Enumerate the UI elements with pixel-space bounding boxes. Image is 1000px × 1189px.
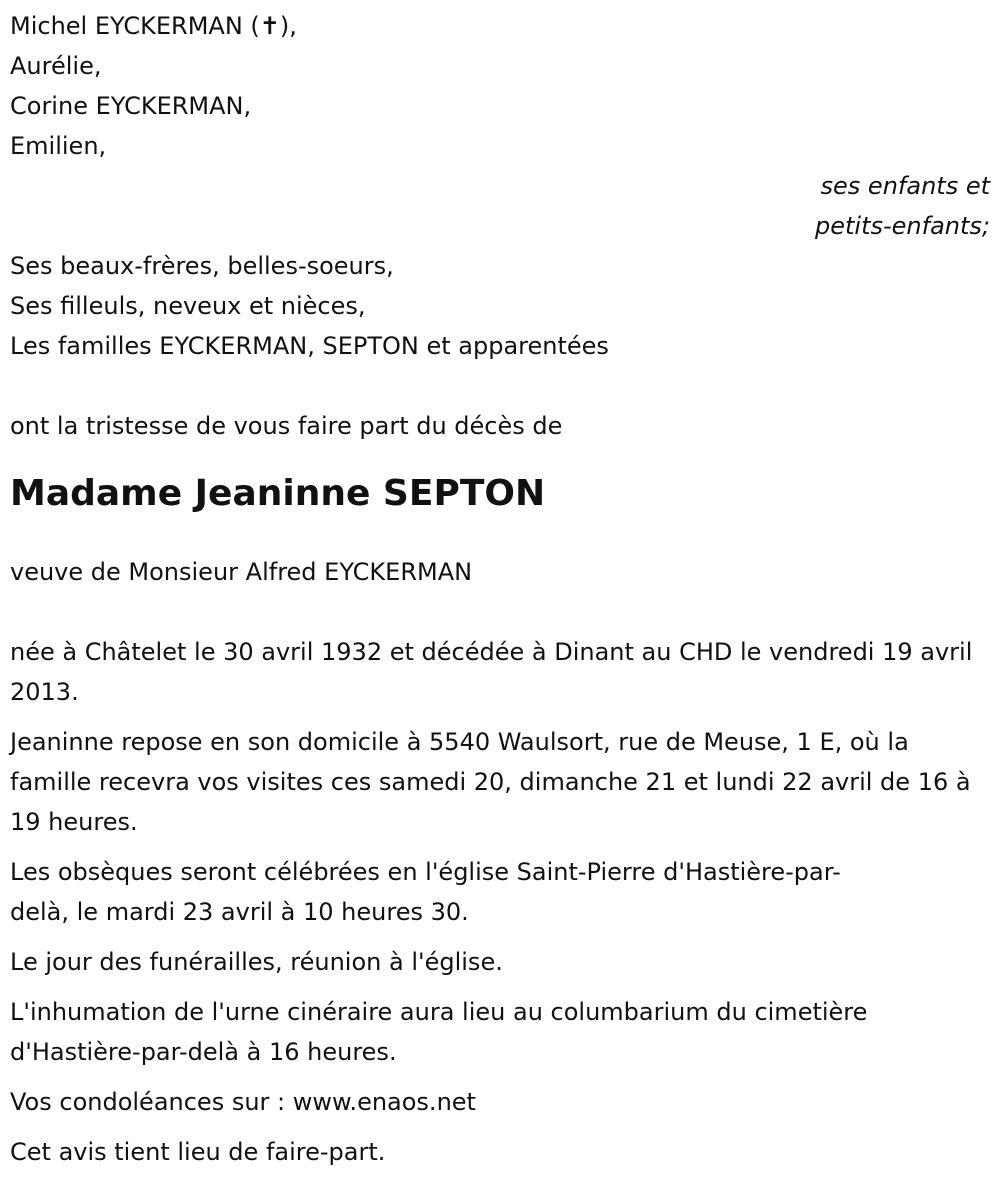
- meeting-paragraph: Le jour des funérailles, réunion à l'église.: [10, 948, 503, 976]
- family-role-line: ses enfants et: [820, 172, 990, 200]
- relatives-list: [10, 246, 990, 366]
- announcement-text: ont la tristesse de vous faire part du décès de: [10, 412, 563, 440]
- family-role: [10, 166, 990, 246]
- deceased-name: Madame Jeaninne SEPTON: [10, 473, 546, 514]
- children-list: [10, 6, 990, 166]
- relatives-line: Ses filleuls, neveux et nièces,: [10, 292, 366, 320]
- family-role-line: petits-enfants;: [815, 212, 990, 240]
- notice-paragraph: Cet avis tient lieu de faire-part.: [10, 1138, 386, 1166]
- relatives-line: Ses beaux-frères, belles-soeurs,: [10, 252, 394, 280]
- details: [10, 632, 990, 1172]
- visitation-paragraph: Jeaninne repose en son domicile à 5540 Waulsort, rue de Meuse, 1 E, où la famille recevra vos visites ces samedi 20, dimanche 21 et lundi 22 avril de 16 à 19 heures.: [10, 728, 971, 836]
- condolences-paragraph: Vos condoléances sur : www.enaos.net: [10, 1088, 476, 1116]
- family-member: Michel EYCKERMAN (✝),: [10, 12, 297, 40]
- birth-death-paragraph: née à Châtelet le 30 avril 1932 et décédée à Dinant au CHD le vendredi 19 avril 2013.: [10, 638, 973, 706]
- relatives-line: Les familles EYCKERMAN, SEPTON et apparentées: [10, 332, 609, 360]
- family-member: Aurélie,: [10, 52, 102, 80]
- funeral-paragraph: Les obsèques seront célébrées en l'église Saint-Pierre d'Hastière-par-delà, le mardi 23 avril à 10 heures 30.: [10, 858, 841, 926]
- family-member: Corine EYCKERMAN,: [10, 92, 252, 120]
- family-member: Emilien,: [10, 132, 107, 160]
- burial-paragraph: L'inhumation de l'urne cinéraire aura lieu au columbarium du cimetière d'Hastière-par-delà à 16 heures.: [10, 998, 868, 1066]
- widow-of-text: veuve de Monsieur Alfred EYCKERMAN: [10, 558, 473, 586]
